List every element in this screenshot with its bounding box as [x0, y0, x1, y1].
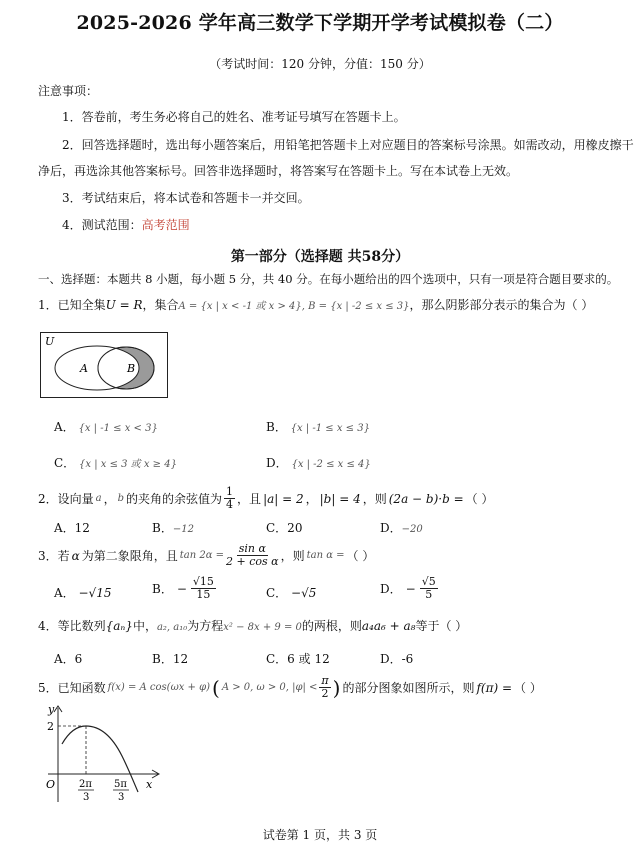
q1-option-a[interactable]: A． {x | -1 ≤ x < 3} [54, 420, 158, 434]
page-title: 2025-2026 学年高三数学下学期开学考试模拟卷（二） [76, 12, 564, 34]
q3-option-a[interactable]: A． −√15 [54, 586, 112, 600]
notice-item: 3．考试结束后，将本试卷和答题卡一并交回。 [62, 191, 310, 205]
origin-label: O [46, 778, 56, 791]
y-tick-label: 2 [47, 720, 54, 733]
notice-heading: 注意事项： [38, 84, 99, 98]
notice-item [62, 216, 190, 234]
q3-option-c[interactable]: C． −√5 [266, 586, 317, 600]
q2-option-d[interactable]: D．−20 [380, 521, 423, 535]
x-tick-2-num: 5π [114, 779, 127, 790]
venn-label-b: B [127, 362, 136, 375]
q2-option-c[interactable]: C．20 [266, 521, 303, 535]
x-tick-1-den: 3 [83, 792, 90, 803]
question-3-stem: 3．若 α 为第二象限角，且 tan 2α = $\frac{\text{sin α}}{\text{2 + cos α}}$ ，则 tan α = （ ） [38, 542, 375, 568]
question-1-stem: 1．已知全集U = R，集合A = {x | x < -1 或 x > 4}, B = {x | -2 ≤ x ≤ 3}，那么阴影部分表示的集合为（ ） [38, 298, 594, 312]
exam-info: （考试时间：120 分钟，分值：150 分） [209, 57, 431, 71]
venn-label-u: U [45, 335, 55, 348]
q1-option-d[interactable]: D． {x | -2 ≤ x ≤ 4} [266, 456, 371, 470]
notice-item: 1．答卷前，考生务必将自己的姓名、准考证号填写在答题卡上。 [62, 110, 406, 124]
question-5-stem: 5．已知函数 f(x) = A cos(ωx + φ) ( A > 0, ω > 0, |φ| < $\frac{\pi}{2}$ ) 的部分图象如图所示，则 f(π) = （ ） [38, 674, 542, 700]
question-4-stem: 4．等比数列{aₙ}中，a₂, a₁₀为方程x² − 8x + 9 = 0的两根，则a₄a₆ + a₈等于（ ） [38, 619, 468, 633]
function-graph [34, 702, 164, 806]
section-title: 第一部分（选择题 共58分） [230, 249, 410, 265]
x-tick-2-den: 3 [118, 792, 125, 803]
q4-option-d[interactable]: D．-6 [380, 652, 414, 666]
q2-option-a[interactable]: A．12 [54, 521, 90, 535]
q1-option-b[interactable]: B． {x | -1 ≤ x ≤ 3} [266, 420, 370, 434]
venn-diagram [40, 332, 168, 398]
q3-option-d[interactable]: D． − $\frac{√5}{5}$ [380, 575, 436, 601]
venn-label-a: A [80, 362, 88, 375]
x-tick-1-num: 2π [79, 779, 92, 790]
section-intro: 一、选择题：本题共 8 小题，每小题 5 分，共 40 分。在每小题给出的四个选项中，只有一项是符合题目要求的。 [38, 272, 619, 286]
q4-option-c[interactable]: C．6 或 12 [266, 652, 330, 666]
q4-option-b[interactable]: B．12 [152, 652, 189, 666]
q4-option-a[interactable]: A．6 [54, 652, 83, 666]
notice-item: 2．回答选择题时，选出每小题答案后，用铅笔把答题卡上对应题目的答案标号涂黑。如需改动，用橡皮擦干 [62, 138, 634, 152]
q1-option-c[interactable]: C． {x | x ≤ 3 或 x ≥ 4} [54, 456, 177, 470]
notice-item-label: 4．测试范围： [62, 218, 142, 232]
notice-item: 净后，再选涂其他答案标号。回答非选择题时，将答案写在答题卡上。写在本试卷上无效。 [38, 164, 519, 178]
page-footer: 试卷第 1 页，共 3 页 [262, 828, 378, 842]
y-axis-label: y [48, 703, 55, 716]
q2-option-b[interactable]: B．−12 [152, 521, 194, 535]
question-2-stem: 2．设向量 a ， b 的夹角的余弦值为 $\frac{1}{4}$ ，且 |a| = 2 ， |b| = 4 ，则 (2a − b)·b = （ ） [38, 485, 494, 511]
x-axis-label: x [146, 778, 153, 791]
test-scope: 高考范围 [141, 218, 190, 232]
q3-option-b[interactable]: B． − $\frac{√15}{15}$ [152, 575, 214, 601]
